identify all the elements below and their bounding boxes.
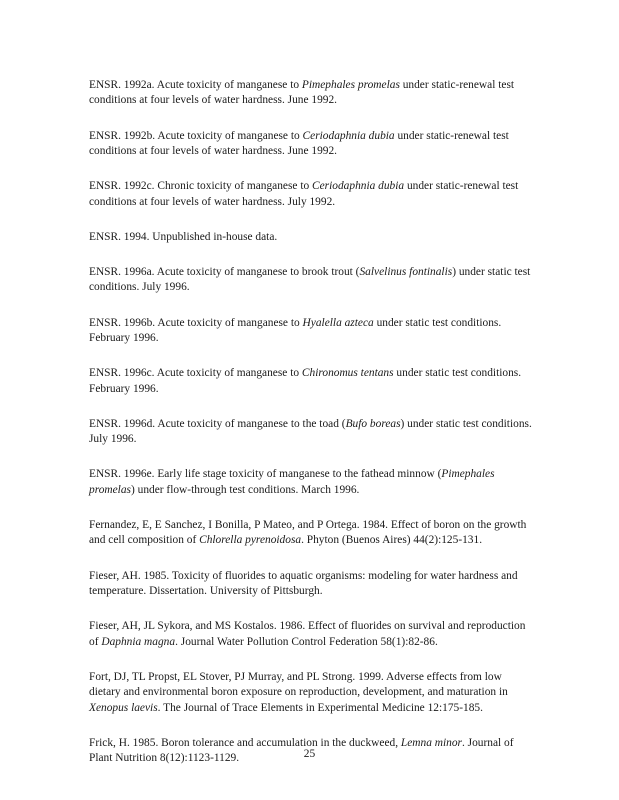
reference-text: Daphnia magna xyxy=(101,635,176,648)
reference-text: . Journal Water Pollution Control Federation 58(1):82-86. xyxy=(175,635,438,648)
reference-text: under static-renewal test conditions at four levels of water hardness. June 1992. xyxy=(89,79,515,107)
reference-text: under static-renewal test conditions at four levels of water hardness. July 1992. xyxy=(89,180,519,208)
reference-text: ENSR. 1996d. Acute toxicity of manganese to the toad ( xyxy=(89,417,346,430)
reference-entry xyxy=(89,78,534,109)
reference-text: Fort, DJ, TL Propst, EL Stover, PJ Murray, and PL Strong. 1999. Adverse effects from low dietary and environmental boron exposure on reproduction, development, and maturation in xyxy=(89,670,508,699)
reference-entry xyxy=(89,265,534,296)
page-number: 25 xyxy=(303,748,316,760)
reference-text: . Phyton (Buenos Aires) 44(2):125-131. xyxy=(301,534,483,547)
reference-text: ENSR. 1996c. Acute toxicity of manganese to xyxy=(89,367,302,380)
reference-entry xyxy=(89,467,534,498)
reference-text: Xenopus laevis xyxy=(89,701,158,714)
reference-text: Pimephales promelas xyxy=(301,79,400,91)
reference-text: ENSR. 1996b. Acute toxicity of manganese to xyxy=(89,316,303,329)
reference-text: Ceriodaphnia dubia xyxy=(302,129,395,142)
reference-entry xyxy=(89,129,534,160)
reference-list xyxy=(89,78,534,787)
reference-text: Frick, H. 1985. Boron tolerance and accumulation in the duckweed, xyxy=(89,736,401,749)
reference-text: under static test conditions. February 1996. xyxy=(89,316,502,345)
reference-text: Fieser, AH, JL Sykora, and MS Kostalos. 1986. Effect of fluorides on survival and reproduction of xyxy=(89,620,526,648)
reference-text: ENSR. 1992a. Acute toxicity of manganese to xyxy=(89,79,302,91)
reference-text: ENSR. 1996a. Acute toxicity of manganese to brook trout ( xyxy=(89,266,360,279)
reference-text: Ceriodaphnia dubia xyxy=(312,180,405,193)
reference-entry xyxy=(89,316,534,347)
reference-text: Chlorella pyrenoidosa xyxy=(199,534,302,547)
reference-text: under static-renewal test conditions at four levels of water hardness. June 1992. xyxy=(89,129,509,158)
reference-text: ENSR. 1992c. Chronic toxicity of manganese to xyxy=(89,180,313,193)
reference-text: Pimephales promelas xyxy=(89,468,495,496)
reference-text: ENSR. 1994. Unpublished in-house data. xyxy=(89,230,278,243)
reference-text: Bufo boreas xyxy=(345,417,401,430)
reference-text: Lemna minor xyxy=(400,736,462,749)
reference-entry xyxy=(89,417,534,448)
reference-text: ) under static test conditions. July 1996. xyxy=(89,266,531,294)
reference-text: Hyalella azteca xyxy=(302,316,374,329)
reference-text: under static test conditions. February 1996. xyxy=(89,367,522,395)
reference-entry xyxy=(89,366,534,397)
reference-text: . Journal of Plant Nutrition 8(12):1123-1129. xyxy=(89,736,514,765)
reference-text: Fernandez, E, E Sanchez, I Bonilla, P Mateo, and P Ortega. 1984. Effect of boron on the growth and cell composition of xyxy=(89,519,527,547)
reference-entry xyxy=(89,569,534,600)
reference-entry xyxy=(89,619,534,650)
reference-entry xyxy=(89,179,534,210)
reference-entry xyxy=(89,518,534,549)
reference-text: ) under flow-through test conditions. March 1996. xyxy=(130,483,360,496)
reference-text: ) under static test conditions. July 1996. xyxy=(89,417,532,446)
reference-text: . The Journal of Trace Elements in Experimental Medicine 12:175-185. xyxy=(157,701,483,714)
reference-text: Fieser, AH. 1985. Toxicity of fluorides to aquatic organisms: modeling for water hardness and temperature. Dissertation. University of Pittsburgh. xyxy=(89,569,518,598)
reference-text: ENSR. 1996e. Early life stage toxicity of manganese to the fathead minnow ( xyxy=(89,468,442,481)
reference-text: Chironomus tentans xyxy=(301,367,394,380)
reference-entry xyxy=(89,230,534,245)
reference-text: ENSR. 1992b. Acute toxicity of manganese to xyxy=(89,129,303,142)
reference-entry xyxy=(89,670,534,716)
reference-text: Salvelinus fontinalis xyxy=(359,266,453,279)
